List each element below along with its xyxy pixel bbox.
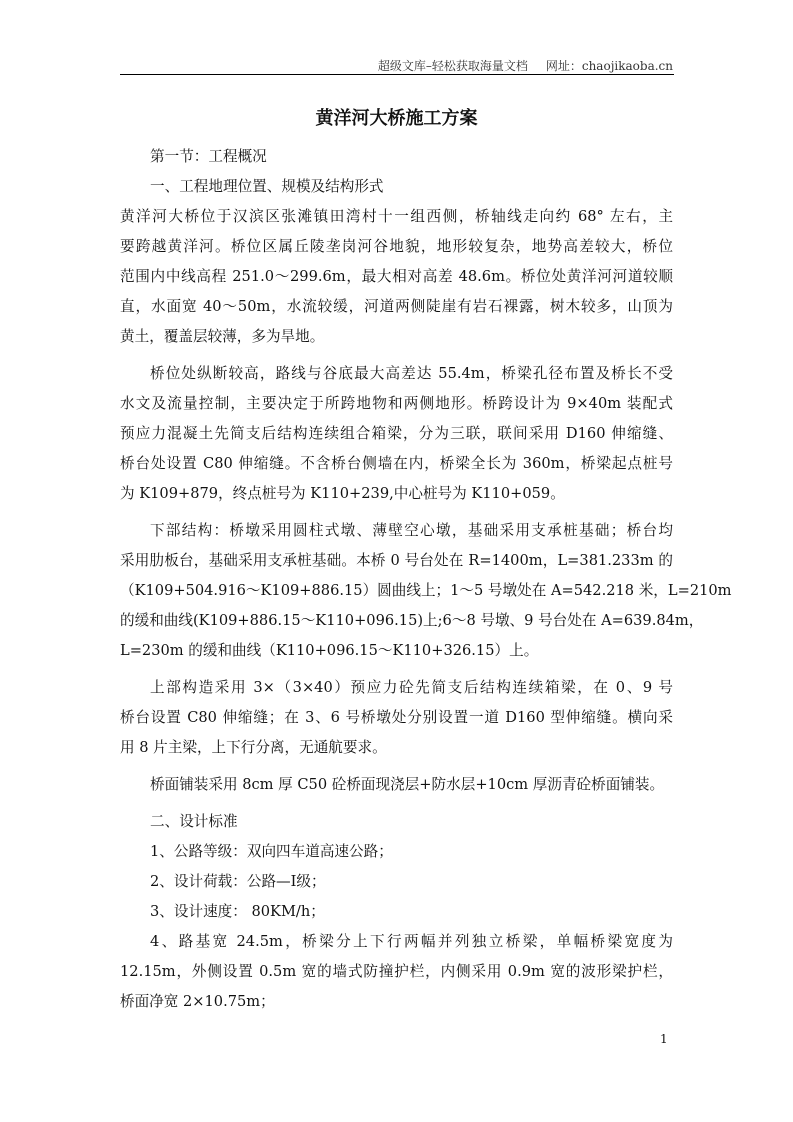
page-number: 1 — [660, 1032, 668, 1046]
text-line: 4、路基宽 24.5m，桥梁分上下行两幅并列独立桥梁，单幅桥梁宽度为 — [150, 933, 673, 950]
text-line: 黄洋河大桥位于汉滨区张滩镇田湾村十一组西侧，桥轴线走向约 68° 左右，主 — [120, 208, 673, 225]
paragraph — [120, 673, 673, 763]
list-item — [120, 867, 673, 897]
text-line: 下部结构：桥墩采用圆柱式墩、薄壁空心墩，基础采用支承桩基础；桥台均 — [150, 522, 673, 539]
text-line: 第一节：工程概况 — [150, 148, 267, 165]
list-item — [120, 897, 673, 927]
text-line: L=230m 的缓和曲线（K110+096.15～K110+326.15）上。 — [120, 642, 539, 659]
paragraph — [120, 359, 673, 509]
text-line: 桥面铺装采用 8cm 厚 C50 砼桥面现浇层+防水层+10cm 厚沥青砼桥面铺装。 — [150, 776, 665, 793]
paragraph — [120, 202, 673, 352]
text-line: 要跨越黄洋河。桥位区属丘陵垄岗河谷地貌，地形较复杂，地势高差较大，桥位 — [120, 238, 673, 255]
text-line: 1、公路等级：双向四车道高速公路； — [150, 843, 393, 860]
text-line: 上部构造采用 3×（3×40）预应力砼先简支后结构连续箱梁，在 0、9 号 — [150, 679, 673, 696]
text-line: 为 K109+879，终点桩号为 K110+239,中心桩号为 K110+059。 — [120, 485, 565, 502]
header-rule — [120, 74, 674, 75]
text-line: 黄土，覆盖层较薄，多为旱地。 — [120, 328, 325, 345]
text-line: 12.15m，外侧设置 0.5m 宽的墙式防撞护栏，内侧采用 0.9m 宽的波形梁护栏， — [120, 963, 673, 980]
text-line: （K109+504.916～K109+886.15）圆曲线上；1～5 号墩处在 A=542.218 米，L=210m — [120, 582, 732, 599]
document-body — [120, 142, 732, 1017]
text-line: 3、设计速度： 80KM/h； — [150, 903, 325, 920]
text-line: 范围内中线高程 251.0～299.6m，最大相对高差 48.6m。桥位处黄洋河河道较顺 — [120, 268, 673, 285]
paragraph — [120, 516, 732, 666]
section-heading — [120, 142, 673, 172]
text-line: 预应力混凝土先简支后结构连续组合箱梁，分为三联，联间采用 D160 伸缩缝、 — [120, 425, 673, 442]
text-line: 用 8 片主梁，上下行分离，无通航要求。 — [120, 739, 387, 756]
subsection-heading — [120, 807, 673, 837]
text-line: 桥台处设置 C80 伸缩缝。不含桥台侧墙在内，桥梁全长为 360m，桥梁起点桩号 — [120, 455, 673, 472]
text-line: 二、设计标准 — [150, 813, 238, 830]
text-line: 桥面净宽 2×10.75m； — [120, 993, 275, 1010]
document-title: 黄洋河大桥施工方案 — [315, 108, 478, 129]
text-line: 一、工程地理位置、规模及结构形式 — [150, 178, 384, 195]
text-line: 2、设计荷载：公路—Ⅰ级； — [150, 873, 326, 890]
text-line: 的缓和曲线(K109+886.15～K110+096.15)上;6～8 号墩、9 号台处在 A=639.84m， — [120, 612, 704, 629]
header-url: 网址：chaojikaoba.cn — [545, 59, 673, 73]
list-item — [120, 837, 673, 867]
text-line: 桥台设置 C80 伸缩缝；在 3、6 号桥墩处分别设置一道 D160 型伸缩缝。横向采 — [120, 709, 673, 726]
list-item — [120, 927, 673, 1017]
text-line: 水文及流量控制，主要决定于所跨地物和两侧地形。桥跨设计为 9×40m 装配式 — [120, 395, 673, 412]
subsection-heading — [120, 172, 673, 202]
page-header — [120, 57, 673, 74]
header-site: 超级文库–轻松获取海量文档 — [377, 59, 528, 73]
text-line: 直，水面宽 40～50m，水流较缓，河道两侧陡崖有岩石裸露，树木较多，山顶为 — [120, 298, 673, 315]
paragraph — [120, 770, 673, 800]
text-line: 桥位处纵断较高，路线与谷底最大高差达 55.4m，桥梁孔径布置及桥长不受 — [150, 365, 673, 382]
text-line: 采用肋板台，基础采用支承桩基础。本桥 0 号台处在 R=1400m，L=381.233m 的 — [120, 552, 673, 569]
